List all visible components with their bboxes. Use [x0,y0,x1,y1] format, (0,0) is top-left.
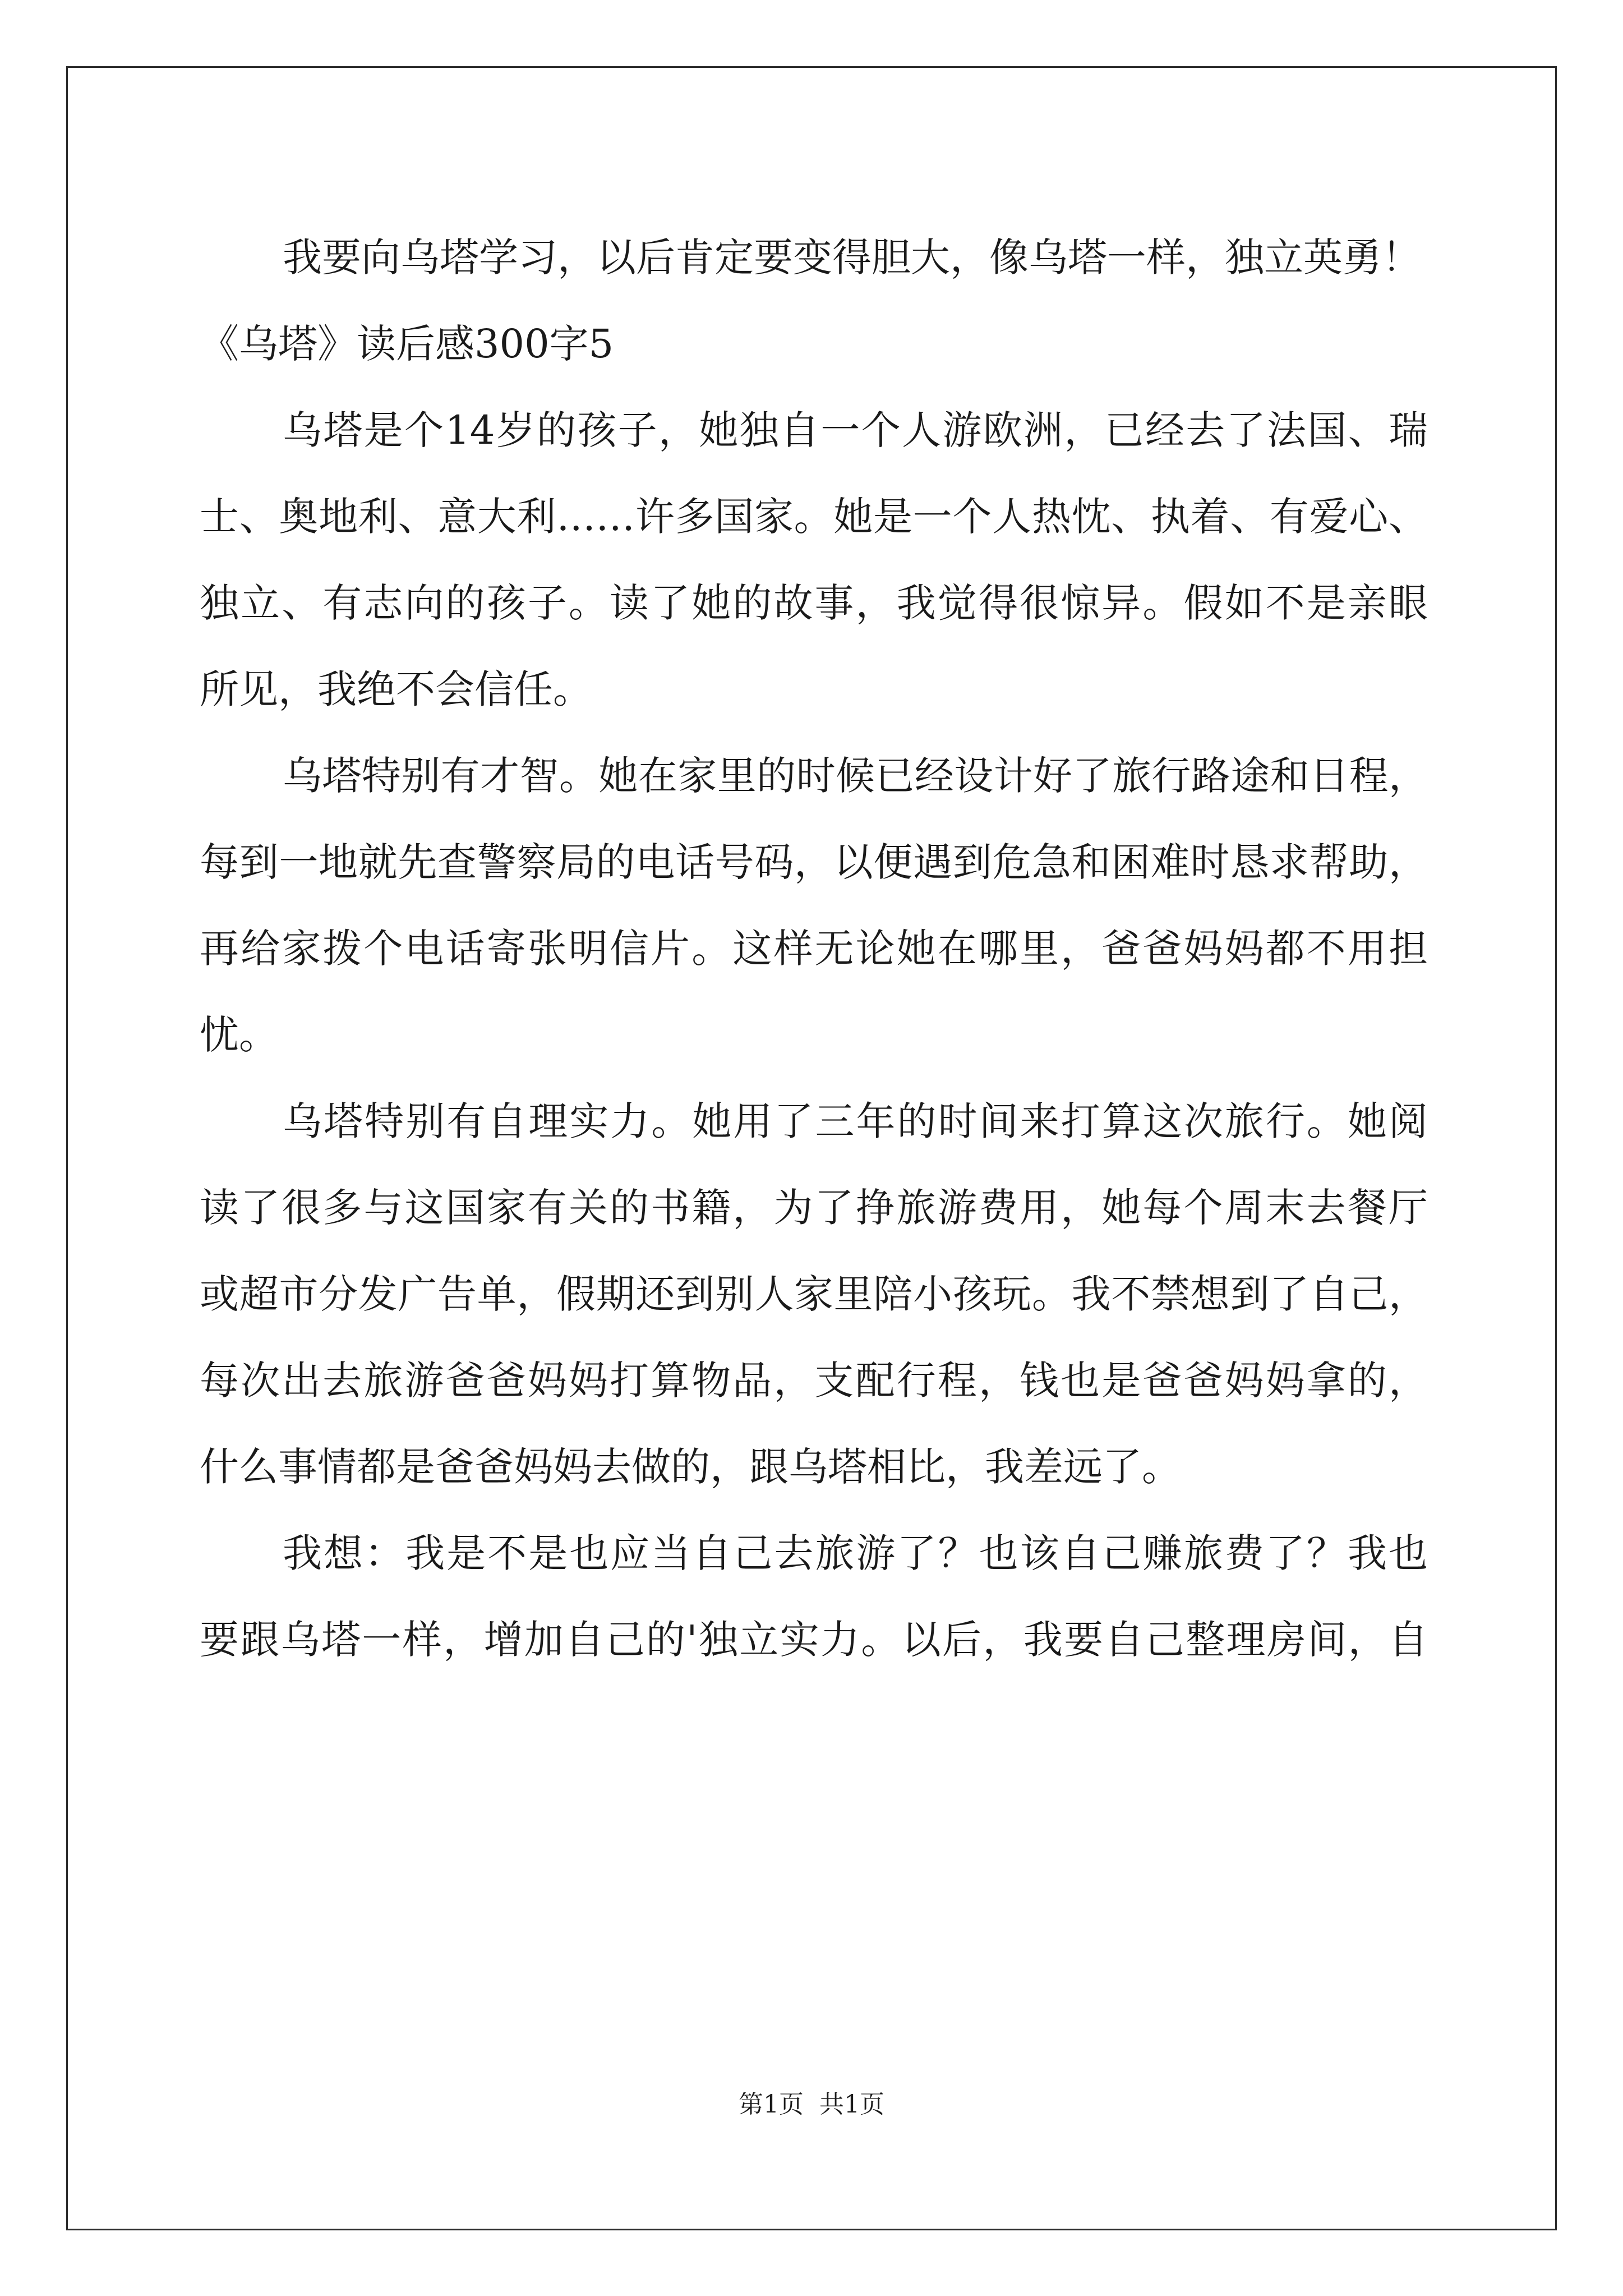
paragraph-line: 每到一地就先查警察局的电话号码，以便遇到危急和困难时恳求帮助， [200,839,1428,885]
paragraph-line: 乌塔特别有才智。她在家里的时候已经设计好了旅行路途和日程， [283,753,1428,799]
essay-title: 《乌塔》读后感300字5 [200,321,614,367]
paragraph-line: 每次出去旅游爸爸妈妈打算物品，支配行程，钱也是爸爸妈妈拿的， [200,1358,1428,1404]
paragraph-line: 忧。 [200,1012,278,1058]
page-number: 第1页 [739,2090,804,2119]
paragraph-line: 乌塔特别有自理实力。她用了三年的时间来打算这次旅行。她阅 [283,1098,1428,1144]
paragraph-line: 所见，我绝不会信任。 [200,666,592,712]
paragraph-line: 或超市分发广告单，假期还到别人家里陪小孩玩。我不禁想到了自己， [200,1271,1428,1317]
page-total: 共1页 [819,2090,884,2119]
document-body [200,214,1428,1683]
page-footer [0,2088,1623,2122]
paragraph-line: 什么事情都是爸爸妈妈去做的，跟乌塔相比，我差远了。 [200,1444,1181,1490]
paragraph-line: 读了很多与这国家有关的书籍，为了挣旅游费用，她每个周末去餐厅 [200,1185,1428,1231]
paragraph-line: 再给家拨个电话寄张明信片。这样无论她在哪里，爸爸妈妈都不用担 [200,926,1428,972]
paragraph-line: 要跟乌塔一样，增加自己的'独立实力。以后，我要自己整理房间，自 [200,1617,1428,1663]
paragraph-line: 独立、有志向的孩子。读了她的故事，我觉得很惊异。假如不是亲眼 [200,580,1428,626]
paragraph-line: 我要向乌塔学习，以后肯定要变得胆大，像乌塔一样，独立英勇！ [283,234,1421,280]
paragraph-line: 乌塔是个14岁的孩子，她独自一个人游欧洲，已经去了法国、瑞 [283,407,1428,453]
paragraph-line: 士、奥地利、意大利……许多国家。她是一个人热忱、执着、有爱心、 [200,494,1428,540]
paragraph-line: 我想：我是不是也应当自己去旅游了？也该自己赚旅费了？我也 [283,1530,1428,1576]
